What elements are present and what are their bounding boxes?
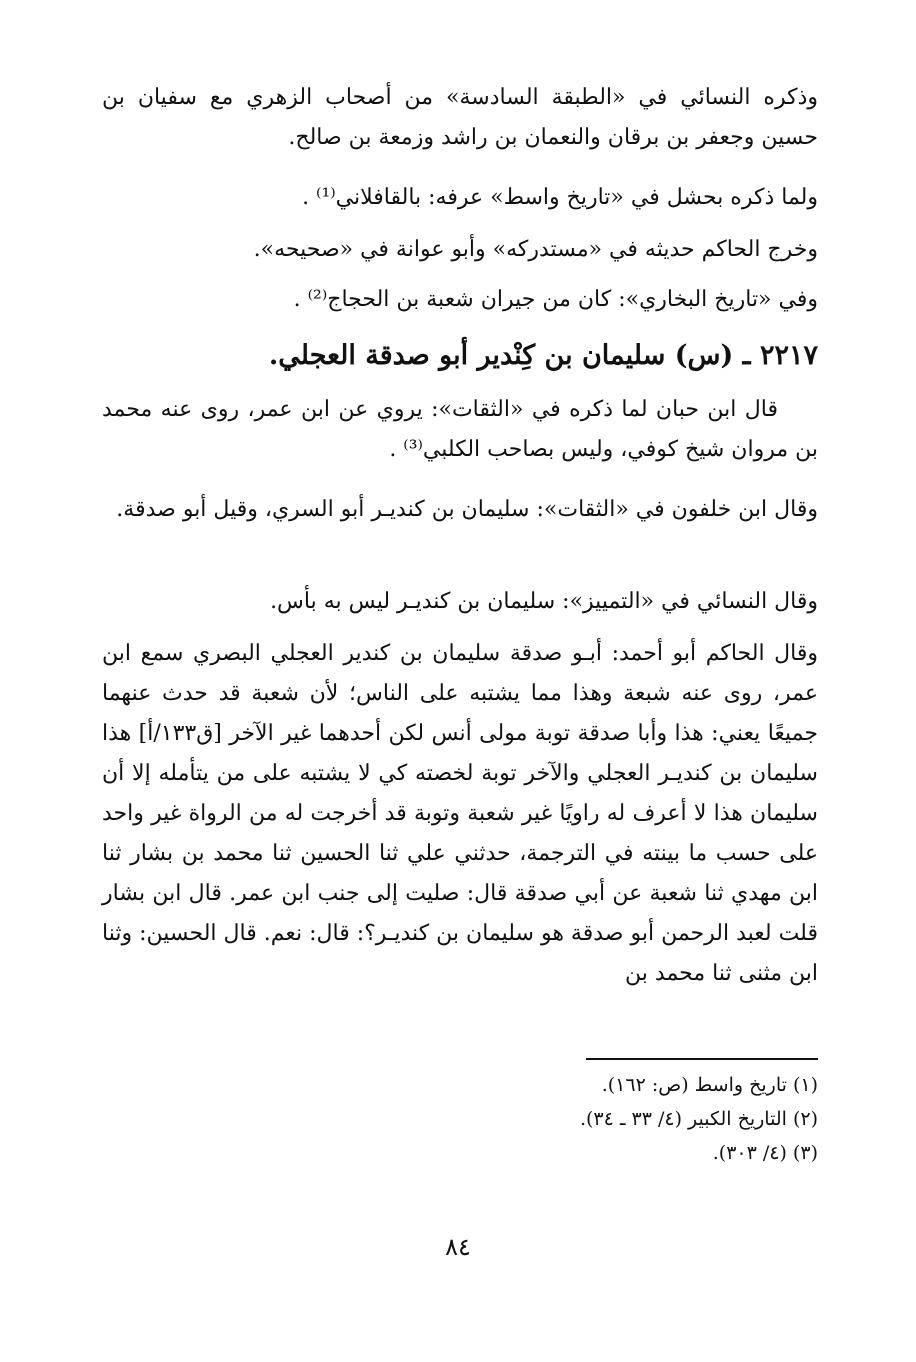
paragraph-nasai-tamyiz: وقال النسائي في «التمييز»: سليمان بن كنديـر ليس به بأس. <box>270 589 818 614</box>
paragraph-bukhari: وفي «تاريخ البخاري»: كان من جيران شعبة بن الحجاج⁽²⁾ . <box>293 287 818 312</box>
paragraph-hakim: وخرج الحاكم حديثه في «مستدركه» وأبو عوانة في «صحيحه». <box>253 237 818 262</box>
footnote-3: (٣) (٤/ ٣٠٣). <box>712 1142 818 1164</box>
paragraph-ibn-khalfun: وقال ابن خلفون في «الثقات»: سليمان بن كنديـر أبو السري، وقيل أبو صدقة. <box>116 497 818 522</box>
footnotes <box>102 1068 818 1170</box>
paragraph-bahshal: ولما ذكره بحشل في «تاريخ واسط» عرفه: بالقافلاني⁽¹⁾ . <box>302 185 818 210</box>
footnote-2: (٢) التاريخ الكبير (٤/ ٣٣ ـ ٣٤). <box>579 1108 818 1130</box>
footnote-divider <box>586 1058 818 1060</box>
page-number: ٨٤ <box>445 1233 471 1261</box>
entry-heading: ٢٢١٧ ـ (س) سليمان بن كِنْدير أبو صدقة العجلي. <box>268 340 818 371</box>
paragraph-hakim-abu-ahmad: وقال الحاكم أبو أحمد: أبـو صدقة سليمان بن كندير العجلي البصري سمع ابن عمر، روى عنه شبعة وهذا مما يشتبه على الناس؛ لأن شعبة قد حدث عنهما جميعًا يعني: هذا وأبا صدقة توبة مولى أنس لكن أحدهما غير الآخر [ق١٣٣/أ] هذا سليمان بن كنديـر العجلي والآخر توبة لخصته كي لا يشتبه على من يتأمله إلا أن سليمان هذا لا أعرف له راويًا غير شعبة وتوبة قد أخرجت له من الرواة غير واحد على حسب ما بينته في الترجمة، حدثني علي ثنا الحسين ثنا محمد بن بشار ثنا ابن مهدي ثنا شعبة عن أبي صدقة قال: صليت إلى جنب ابن عمر. قال ابن بشار قلت لعبد الرحمن أبو صدقة هو سليمان بن كنديـر؟: قال: نعم. قال الحسين: وثنا ابن مثنى ثنا محمد بن <box>102 641 818 986</box>
paragraph-nasai-tabaqa: وذكره النسائي في «الطبقة السادسة» من أصحاب الزهري مع سفيان بن حسين وجعفر بن برقان والنعمان بن راشد وزمعة بن صالح. <box>102 85 818 150</box>
paragraph-ibn-hibban: قال ابن حبان لما ذكره في «الثقات»: يروي عن ابن عمر، روى عنه محمد بن مروان شيخ كوفي، وليس بصاحب الكلبي⁽³⁾ . <box>102 397 818 462</box>
footnote-1: (١) تاريخ واسط (ص: ١٦٢). <box>601 1074 818 1096</box>
